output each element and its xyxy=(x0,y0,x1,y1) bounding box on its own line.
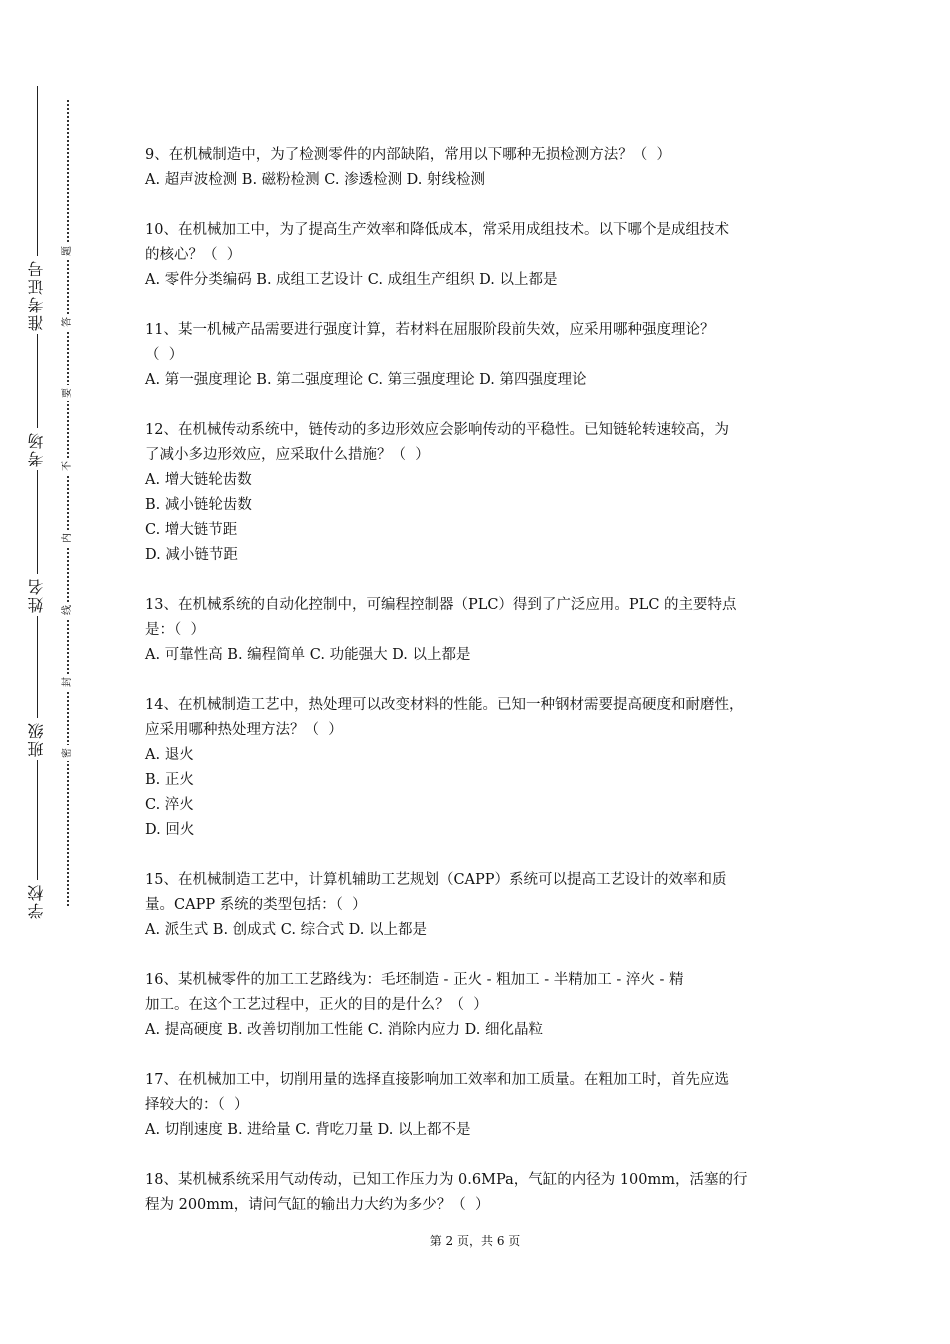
seal-char: 不 xyxy=(60,458,76,474)
question-item xyxy=(145,318,825,393)
question-stem-line: 12、在机械传动系统中，链传动的多边形效应会影响传动的平稳性。已知链轮转速较高，为 xyxy=(145,422,729,438)
exam-id-label: 准考证号 xyxy=(22,256,52,334)
answer-option: A. 增大链轮齿数 xyxy=(145,472,252,488)
seal-char: 线 xyxy=(60,602,76,618)
binding-margin xyxy=(0,0,120,1344)
question-item xyxy=(145,693,825,843)
seal-dotted-line xyxy=(67,100,69,906)
school-label: 学校 xyxy=(22,880,52,922)
seal-char: 密 xyxy=(60,745,76,761)
question-item xyxy=(145,1168,825,1218)
question-stem-line: （ ） xyxy=(145,347,184,363)
seal-char: 要 xyxy=(60,385,76,401)
question-stem-line: 加工。在这个工艺过程中，正火的目的是什么？（ ） xyxy=(145,997,488,1013)
question-stem-line: 的核心？（ ） xyxy=(145,247,242,263)
question-stem-line: 16、某机械零件的加工工艺路线为：毛坯制造 - 正火 - 粗加工 - 半精加工 - 淬火 - 精 xyxy=(145,972,684,988)
question-stem-line: 是：（ ） xyxy=(145,622,205,638)
question-stem-line: 18、某机械系统采用气动传动，已知工作压力为 0.6MPa，气缸的内径为 100mm，活塞的行 xyxy=(145,1172,748,1188)
question-item xyxy=(145,968,825,1043)
question-stem-line: 量。CAPP 系统的类型包括：（ ） xyxy=(145,897,367,913)
answer-option: B. 减小链轮齿数 xyxy=(145,497,252,513)
question-stem-line: 13、在机械系统的自动化控制中，可编程控制器（PLC）得到了广泛应用。PLC 的主要特点 xyxy=(145,597,737,613)
answer-option: A. 切削速度 B. 进给量 C. 背吃刀量 D. 以上都不是 xyxy=(145,1122,471,1138)
binding-solid-line xyxy=(37,86,38,904)
answer-option: A. 超声波检测 B. 磁粉检测 C. 渗透检测 D. 射线检测 xyxy=(145,172,486,188)
question-stem-line: 了减小多边形效应，应采取什么措施？（ ） xyxy=(145,447,430,463)
question-list xyxy=(145,143,825,1243)
question-stem-line: 15、在机械制造工艺中，计算机辅助工艺规划（CAPP）系统可以提高工艺设计的效率和质 xyxy=(145,872,727,888)
answer-option: C. 增大链节距 xyxy=(145,522,238,538)
question-item xyxy=(145,143,825,193)
class-label: 班级 xyxy=(22,718,52,760)
answer-option: A. 派生式 B. 创成式 C. 综合式 D. 以上都是 xyxy=(145,922,428,938)
answer-option: D. 减小链节距 xyxy=(145,547,238,563)
question-stem-line: 11、某一机械产品需要进行强度计算，若材料在屈服阶段前失效，应采用哪种强度理论？ xyxy=(145,322,715,338)
question-stem-line: 择较大的：（ ） xyxy=(145,1097,249,1113)
question-item xyxy=(145,218,825,293)
answer-option: A. 退火 xyxy=(145,747,194,763)
answer-option: B. 正火 xyxy=(145,772,194,788)
question-item xyxy=(145,593,825,668)
question-stem-line: 17、在机械加工中，切削用量的选择直接影响加工效率和加工质量。在粗加工时，首先应选 xyxy=(145,1072,729,1088)
answer-option: D. 回火 xyxy=(145,822,195,838)
seal-char: 题 xyxy=(60,243,76,259)
question-item xyxy=(145,418,825,568)
question-stem-line: 10、在机械加工中，为了提高生产效率和降低成本，常采用成组技术。以下哪个是成组技术 xyxy=(145,222,729,238)
question-item xyxy=(145,868,825,943)
seal-char: 封 xyxy=(60,674,76,690)
seal-char: 答 xyxy=(60,314,76,330)
page-footer: 第 2 页，共 6 页 xyxy=(429,1234,521,1248)
question-stem-line: 应采用哪种热处理方法？（ ） xyxy=(145,722,343,738)
answer-option: C. 淬火 xyxy=(145,797,194,813)
question-item xyxy=(145,1068,825,1143)
question-stem-line: 9、在机械制造中，为了检测零件的内部缺陷，常用以下哪种无损检测方法？（ ） xyxy=(145,147,671,163)
seal-char: 内 xyxy=(60,530,76,546)
exam-room-label: 考场 xyxy=(22,428,52,470)
question-stem-line: 14、在机械制造工艺中，热处理可以改变材料的性能。已知一种钢材需要提高硬度和耐磨性， xyxy=(145,697,744,713)
answer-option: A. 可靠性高 B. 编程简单 C. 功能强大 D. 以上都是 xyxy=(145,647,471,663)
name-label: 姓名 xyxy=(22,574,52,616)
question-stem-line: 程为 200mm，请问气缸的输出力大约为多少？（ ） xyxy=(145,1197,490,1213)
answer-option: A. 提高硬度 B. 改善切削加工性能 C. 消除内应力 D. 细化晶粒 xyxy=(145,1022,544,1038)
answer-option: A. 零件分类编码 B. 成组工艺设计 C. 成组生产组织 D. 以上都是 xyxy=(145,272,558,288)
answer-option: A. 第一强度理论 B. 第二强度理论 C. 第三强度理论 D. 第四强度理论 xyxy=(145,372,587,388)
